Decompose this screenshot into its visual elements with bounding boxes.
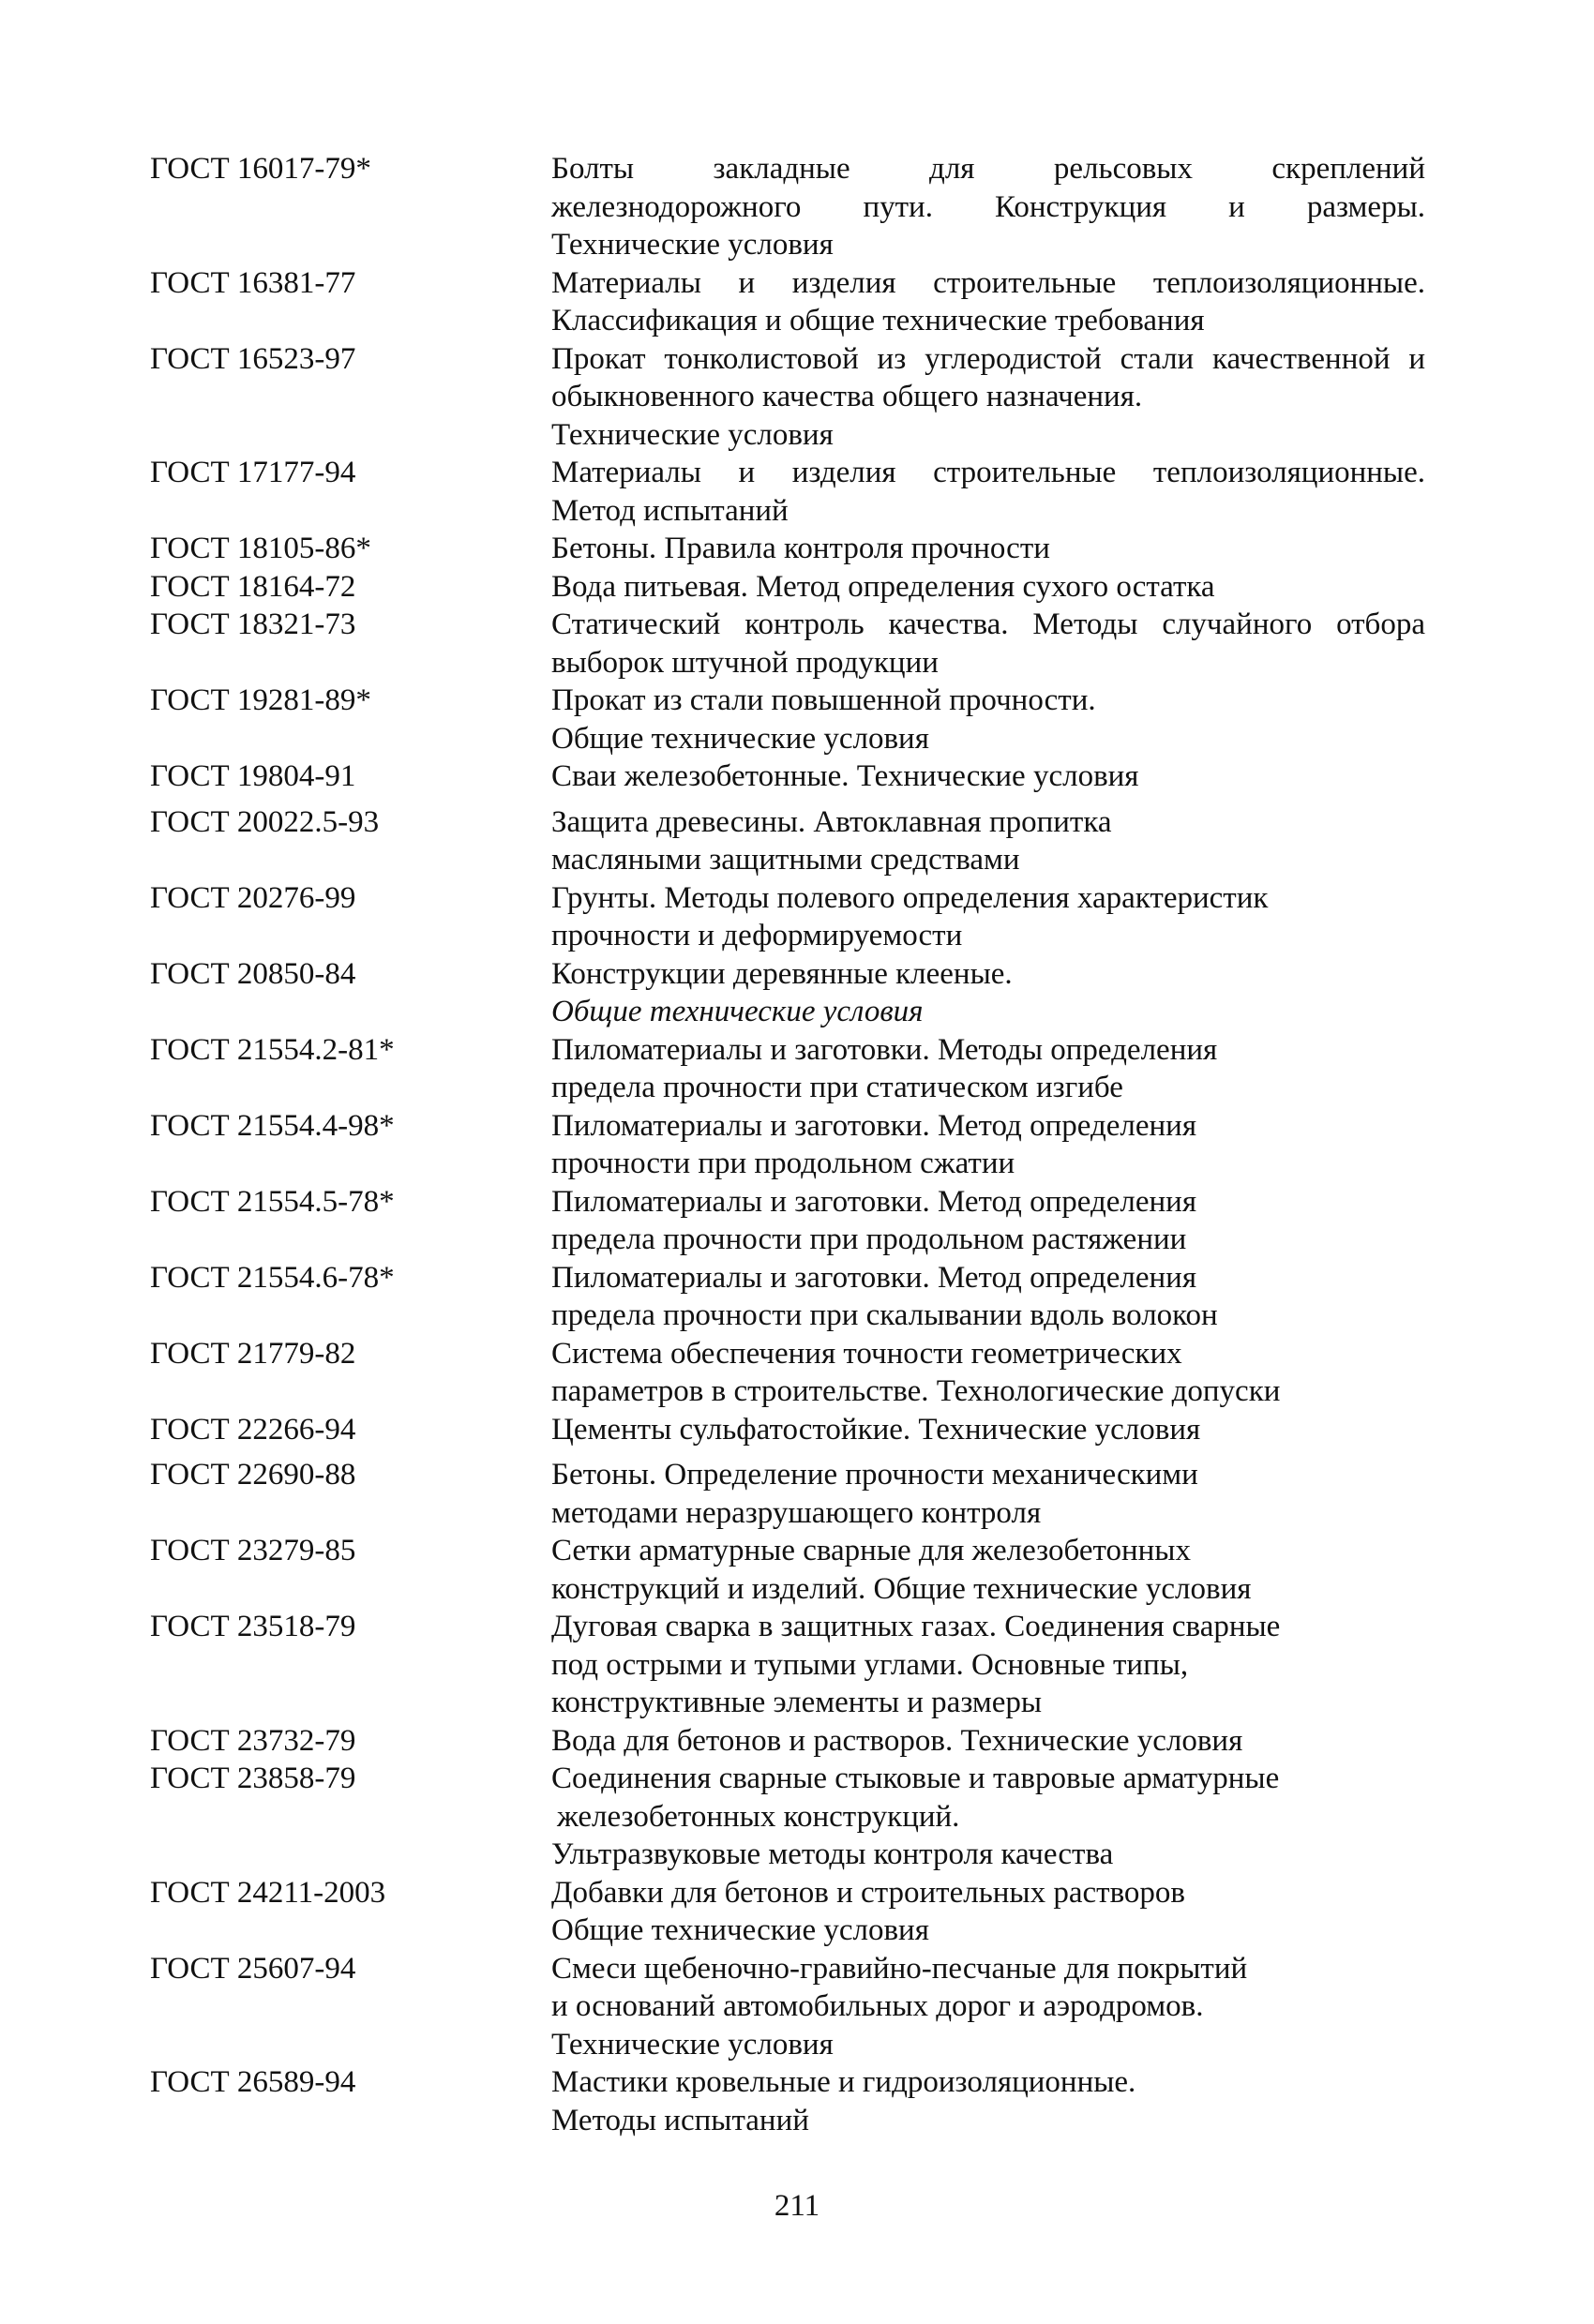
title-line: Мастики кровельные и гидроизоляционные. <box>551 2065 1136 2099</box>
reference-row <box>150 1608 1425 1722</box>
reference-row <box>150 1183 1425 1259</box>
title-line: Соединения сварные стыковые и тавровые арматурные <box>551 1762 1280 1795</box>
title-line: Прокат тонколистовой из углеродистой стали качественной и <box>551 341 1425 376</box>
page-number: 211 <box>774 2189 820 2223</box>
standard-title <box>551 264 1425 340</box>
title-line: Статический контроль качества. Методы случайного отбора <box>551 607 1425 641</box>
standard-code: ГОСТ 18105-86* <box>150 532 371 565</box>
standard-title <box>551 1950 1425 2064</box>
standard-title <box>551 568 1425 607</box>
title-line: Добавки для бетонов и строительных растворов <box>551 1875 1186 1910</box>
standard-title <box>551 1183 1425 1259</box>
title-line: Бетоны. Правила контроля прочности <box>551 532 1050 565</box>
title-line: Технические условия <box>551 2027 834 2062</box>
title-line: Грунты. Методы полевого определения характеристик <box>551 880 1269 915</box>
title-line: Бетоны. Определение прочности механическими <box>551 1458 1198 1492</box>
reference-row <box>150 1031 1425 1107</box>
title-line: Пиломатериалы и заготовки. Метод определения <box>551 1108 1197 1143</box>
standard-code: ГОСТ 20850-84 <box>150 956 356 991</box>
title-line: прочности при продольном сжатии <box>551 1147 1015 1180</box>
reference-row <box>150 955 1425 1031</box>
standard-title <box>551 606 1425 682</box>
title-line: Материалы и изделия строительные теплоизоляционные. <box>551 456 1425 489</box>
title-line: параметров в строительстве. Технологические допуски <box>551 1374 1281 1408</box>
title-line: Конструкции деревянные клееные. <box>551 956 1013 991</box>
standard-code: ГОСТ 24211-2003 <box>150 1875 386 1910</box>
title-line: Прокат из стали повышенной прочности. <box>551 683 1096 717</box>
title-line: Общие технические условия <box>551 995 924 1028</box>
reference-row <box>150 1722 1425 1761</box>
title-line: Технические условия <box>551 417 834 452</box>
title-line: Классификация и общие технические требования <box>551 304 1205 337</box>
standard-code: ГОСТ 21779-82 <box>150 1336 356 1371</box>
standard-code: ГОСТ 16017-79* <box>150 152 371 186</box>
standard-code: ГОСТ 17177-94 <box>150 456 356 489</box>
title-line: Общие технические условия <box>551 1913 929 1947</box>
title-line: Смеси щебеночно-гравийно-песчаные для покрытий <box>551 1951 1248 1986</box>
reference-row <box>150 1950 1425 2064</box>
standard-title <box>551 1760 1425 1874</box>
reference-row <box>150 2063 1425 2139</box>
title-line: железобетонных конструкций. <box>557 1799 960 1834</box>
standard-title <box>551 1411 1425 1449</box>
reference-row <box>150 606 1425 682</box>
title-line: и оснований автомобильных дорог и аэродромов. <box>551 1989 1204 2023</box>
title-line: предела прочности при продольном растяжении <box>551 1222 1187 1256</box>
standard-code: ГОСТ 19281-89* <box>150 683 371 717</box>
title-line: конструктивные элементы и размеры <box>551 1686 1043 1719</box>
standard-title <box>551 1874 1425 1950</box>
standard-title <box>551 1722 1425 1761</box>
title-line: Пиломатериалы и заготовки. Метод определения <box>551 1260 1197 1295</box>
standard-code: ГОСТ 21554.4-98* <box>150 1108 395 1143</box>
standard-title <box>551 682 1425 757</box>
title-line: Пиломатериалы и заготовки. Методы определения <box>551 1032 1218 1067</box>
title-line: масляными защитными средствами <box>551 843 1020 877</box>
standard-code: ГОСТ 23732-79 <box>150 1723 356 1758</box>
standard-title <box>551 1031 1425 1107</box>
title-line: под острыми и тупыми углами. Основные типы, <box>551 1647 1189 1682</box>
reference-row <box>150 1259 1425 1335</box>
standard-code: ГОСТ 16523-97 <box>150 341 356 376</box>
title-line: конструкций и изделий. Общие технические условия <box>551 1571 1252 1606</box>
title-line: Пиломатериалы и заготовки. Метод определения <box>551 1184 1197 1219</box>
standards-reference-list <box>150 150 1425 2139</box>
standard-code: ГОСТ 23858-79 <box>150 1762 356 1795</box>
title-line: предела прочности при статическом изгибе <box>551 1071 1123 1104</box>
reference-row <box>150 1760 1425 1874</box>
title-line: методами неразрушающего контроля <box>551 1495 1042 1530</box>
reference-row <box>150 1874 1425 1950</box>
standard-title <box>551 150 1425 264</box>
standard-title <box>551 454 1425 530</box>
standard-title <box>551 530 1425 568</box>
standard-title <box>551 1107 1425 1183</box>
standard-title <box>551 2063 1425 2139</box>
standard-title <box>551 757 1425 796</box>
standard-code: ГОСТ 16381-77 <box>150 265 356 300</box>
standard-title <box>551 879 1425 955</box>
standard-code: ГОСТ 25607-94 <box>150 1951 356 1986</box>
standard-code: ГОСТ 26589-94 <box>150 2065 356 2099</box>
reference-row <box>150 1335 1425 1411</box>
standard-title <box>551 1608 1425 1722</box>
standard-code: ГОСТ 21554.2-81* <box>150 1032 395 1067</box>
reference-row <box>150 757 1425 796</box>
reference-row <box>150 568 1425 607</box>
standard-code: ГОСТ 18164-72 <box>150 569 356 604</box>
title-line: Сетки арматурные сварные для железобетонных <box>551 1534 1191 1567</box>
reference-row <box>150 264 1425 340</box>
reference-row <box>150 530 1425 568</box>
title-line: Вода питьевая. Метод определения сухого остатка <box>551 569 1215 604</box>
title-line: железнодорожного пути. Конструкция и размеры. <box>551 189 1425 224</box>
title-line: Цементы сульфатостойкие. Технические условия <box>551 1412 1201 1447</box>
reference-row <box>150 1411 1425 1449</box>
title-line: Методы испытаний <box>551 2103 809 2137</box>
title-line: выборок штучной продукции <box>551 645 939 680</box>
standard-code: ГОСТ 23518-79 <box>150 1610 356 1643</box>
standard-title <box>551 1259 1425 1335</box>
title-line: Сваи железобетонные. Технические условия <box>551 759 1139 793</box>
title-line: предела прочности при скалывании вдоль волокон <box>551 1298 1218 1332</box>
standard-code: ГОСТ 21554.6-78* <box>150 1260 395 1295</box>
reference-row <box>150 454 1425 530</box>
title-line: Общие технические условия <box>551 721 929 756</box>
standard-code: ГОСТ 18321-73 <box>150 607 356 641</box>
standard-code: ГОСТ 22690-88 <box>150 1458 356 1492</box>
title-line: Материалы и изделия строительные теплоизоляционные. <box>551 265 1425 300</box>
standard-code: ГОСТ 20022.5-93 <box>150 804 380 839</box>
title-line: Дуговая сварка в защитных газах. Соединения сварные <box>551 1610 1281 1643</box>
standard-title <box>551 803 1425 879</box>
title-line: Система обеспечения точности геометрических <box>551 1336 1182 1371</box>
title-line: Болты закладные для рельсовых скреплений <box>551 152 1425 186</box>
standard-code: ГОСТ 20276-99 <box>150 880 356 915</box>
reference-row <box>150 1107 1425 1183</box>
standard-code: ГОСТ 23279-85 <box>150 1534 356 1567</box>
reference-row <box>150 1532 1425 1608</box>
reference-row <box>150 150 1425 264</box>
title-line: прочности и деформируемости <box>551 919 963 952</box>
title-line: Технические условия <box>551 228 834 262</box>
title-line: обыкновенного качества общего назначения. <box>551 380 1143 413</box>
reference-row <box>150 879 1425 955</box>
standard-code: ГОСТ 21554.5-78* <box>150 1184 395 1219</box>
standard-title <box>551 955 1425 1031</box>
title-line: Метод испытаний <box>551 493 789 528</box>
reference-row <box>150 682 1425 757</box>
title-line: Вода для бетонов и растворов. Технические условия <box>551 1723 1243 1758</box>
standard-title <box>551 1335 1425 1411</box>
standard-title <box>551 340 1425 455</box>
standard-code: ГОСТ 22266-94 <box>150 1412 356 1447</box>
standard-title <box>551 1532 1425 1608</box>
reference-row <box>150 803 1425 879</box>
title-line: Защита древесины. Автоклавная пропитка <box>551 804 1112 839</box>
title-line: Ультразвуковые методы контроля качества <box>551 1837 1114 1871</box>
reference-row <box>150 1456 1425 1532</box>
standard-title <box>551 1456 1425 1532</box>
standard-code: ГОСТ 19804-91 <box>150 759 356 793</box>
reference-row <box>150 340 1425 455</box>
